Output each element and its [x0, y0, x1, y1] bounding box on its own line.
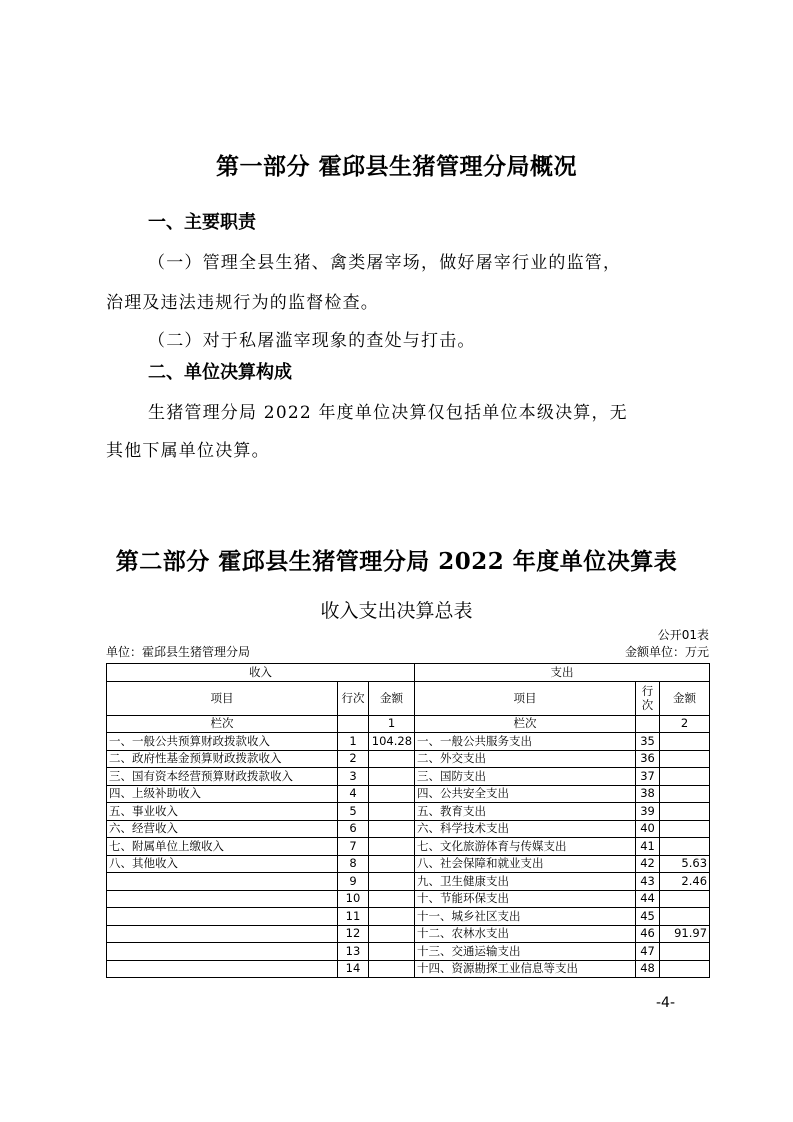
expense-line-cell: 37 [636, 768, 660, 786]
part2-title: 第二部分 霍邱县生猪管理分局 2022 年度单位决算表 [115, 548, 678, 575]
income-amount-cell [369, 750, 415, 768]
income-item-cell: 二、政府性基金预算财政拨款收入 [107, 750, 338, 768]
table-row [107, 855, 710, 873]
income-line-cell: 13 [338, 943, 369, 961]
income-line-col: 行次 [338, 681, 369, 715]
expense-index-number: 2 [660, 715, 710, 733]
expense-amount-cell [660, 838, 710, 856]
expense-line-cell: 46 [636, 925, 660, 943]
income-item-cell: 三、国有资本经营预算财政拨款收入 [107, 768, 338, 786]
income-item-cell [107, 890, 338, 908]
expense-line-cell: 42 [636, 855, 660, 873]
income-amount-cell [369, 820, 415, 838]
income-item-cell: 七、附属单位上缴收入 [107, 838, 338, 856]
expense-index-label: 栏次 [415, 715, 636, 733]
income-item-col: 项目 [107, 681, 338, 715]
income-item-cell [107, 960, 338, 978]
table-row [107, 908, 710, 926]
duty1-line2: 治理及违法违规行为的监督检查。 [106, 293, 379, 313]
expense-amount-cell [660, 908, 710, 926]
expense-item-cell: 十、节能环保支出 [415, 890, 636, 908]
expense-line-cell: 40 [636, 820, 660, 838]
expense-item-cell: 十四、资源勘探工业信息等支出 [415, 960, 636, 978]
expense-amount-cell: 91.97 [660, 925, 710, 943]
expense-amount-col: 金额 [660, 681, 710, 715]
table-title: 收入支出决算总表 [320, 600, 473, 622]
income-line-cell: 12 [338, 925, 369, 943]
income-line-cell: 6 [338, 820, 369, 838]
expense-item-cell: 七、文化旅游体育与传媒支出 [415, 838, 636, 856]
income-amount-cell [369, 960, 415, 978]
income-amount-cell [369, 908, 415, 926]
income-line-cell: 9 [338, 873, 369, 891]
table-row [107, 943, 710, 961]
income-item-cell: 六、经营收入 [107, 820, 338, 838]
income-item-cell [107, 925, 338, 943]
income-amount-cell [369, 803, 415, 821]
expense-item-col: 项目 [415, 681, 636, 715]
expense-amount-cell: 5.63 [660, 855, 710, 873]
expense-line-cell: 41 [636, 838, 660, 856]
income-index-number: 1 [369, 715, 415, 733]
table-row [107, 750, 710, 768]
expense-item-cell: 五、教育支出 [415, 803, 636, 821]
income-item-cell: 四、上级补助收入 [107, 785, 338, 803]
income-item-cell: 一、一般公共预算财政拨款收入 [107, 733, 338, 751]
form-number: 公开01表 [657, 628, 709, 642]
income-item-cell: 八、其他收入 [107, 855, 338, 873]
expense-line-cell: 38 [636, 785, 660, 803]
income-line-cell: 4 [338, 785, 369, 803]
expense-item-cell: 九、卫生健康支出 [415, 873, 636, 891]
expense-amount-cell: 2.46 [660, 873, 710, 891]
income-line-cell: 2 [338, 750, 369, 768]
income-amount-cell [369, 943, 415, 961]
income-item-cell: 五、事业收入 [107, 803, 338, 821]
expense-amount-cell [660, 733, 710, 751]
income-amount-cell [369, 838, 415, 856]
income-item-cell [107, 943, 338, 961]
table-row [107, 820, 710, 838]
expense-line-cell: 44 [636, 890, 660, 908]
expense-line-cell: 45 [636, 908, 660, 926]
income-line-cell: 14 [338, 960, 369, 978]
duty1-line1: （一）管理全县生猪、禽类屠宰场，做好屠宰行业的监管， [148, 253, 622, 273]
expense-line-col: 行次 [636, 681, 660, 715]
table-column-row [107, 681, 710, 715]
income-line-cell: 8 [338, 855, 369, 873]
expense-header: 支出 [415, 664, 710, 682]
expense-item-cell: 二、外交支出 [415, 750, 636, 768]
income-expense-table [106, 663, 710, 978]
income-amount-cell: 104.28 [369, 733, 415, 751]
expense-item-cell: 三、国防支出 [415, 768, 636, 786]
composition-line1: 生猪管理分局 2022 年度单位决算仅包括单位本级决算，无 [148, 403, 628, 423]
expense-amount-cell [660, 820, 710, 838]
income-line-cell: 11 [338, 908, 369, 926]
income-amount-cell [369, 855, 415, 873]
income-line-cell: 7 [338, 838, 369, 856]
amount-unit-label: 金额单位：万元 [624, 645, 709, 659]
income-line-cell: 1 [338, 733, 369, 751]
expense-amount-cell [660, 890, 710, 908]
expense-item-cell: 一、一般公共服务支出 [415, 733, 636, 751]
income-item-cell [107, 908, 338, 926]
table-index-row [107, 715, 710, 733]
income-header: 收入 [107, 664, 415, 682]
expense-line-cell: 47 [636, 943, 660, 961]
income-line-cell: 3 [338, 768, 369, 786]
expense-amount-cell [660, 768, 710, 786]
table-row [107, 785, 710, 803]
expense-amount-cell [660, 803, 710, 821]
income-amount-cell [369, 925, 415, 943]
expense-item-cell: 十二、农林水支出 [415, 925, 636, 943]
table-row [107, 768, 710, 786]
expense-amount-cell [660, 943, 710, 961]
expense-amount-cell [660, 960, 710, 978]
page-number: -4- [655, 995, 675, 1011]
expense-item-cell: 十一、城乡社区支出 [415, 908, 636, 926]
table-row [107, 890, 710, 908]
table-header-row [107, 664, 710, 682]
expense-item-cell: 八、社会保障和就业支出 [415, 855, 636, 873]
expense-line-cell: 48 [636, 960, 660, 978]
section1-heading: 一、主要职责 [148, 212, 256, 233]
expense-item-cell: 六、科学技术支出 [415, 820, 636, 838]
composition-line2: 其他下属单位决算。 [106, 441, 270, 461]
unit-label: 单位：霍邱县生猪管理分局 [106, 645, 251, 659]
part1-title: 第一部分 霍邱县生猪管理分局概况 [215, 153, 577, 180]
income-amount-cell [369, 873, 415, 891]
expense-line-cell: 35 [636, 733, 660, 751]
table-row [107, 733, 710, 751]
section2-heading: 二、单位决算构成 [148, 362, 292, 383]
income-amount-col: 金额 [369, 681, 415, 715]
income-line-cell: 5 [338, 803, 369, 821]
expense-item-cell: 四、公共安全支出 [415, 785, 636, 803]
table-row [107, 873, 710, 891]
expense-line-cell: 36 [636, 750, 660, 768]
table-row [107, 960, 710, 978]
income-index-label: 栏次 [107, 715, 338, 733]
table-row [107, 838, 710, 856]
expense-amount-cell [660, 750, 710, 768]
table-row [107, 803, 710, 821]
expense-amount-cell [660, 785, 710, 803]
expense-line-cell: 43 [636, 873, 660, 891]
income-item-cell [107, 873, 338, 891]
income-amount-cell [369, 890, 415, 908]
expense-line-cell: 39 [636, 803, 660, 821]
duty2: （二）对于私屠滥宰现象的查处与打击。 [148, 331, 476, 351]
table-row [107, 925, 710, 943]
expense-item-cell: 十三、交通运输支出 [415, 943, 636, 961]
income-amount-cell [369, 785, 415, 803]
income-line-cell: 10 [338, 890, 369, 908]
income-amount-cell [369, 768, 415, 786]
